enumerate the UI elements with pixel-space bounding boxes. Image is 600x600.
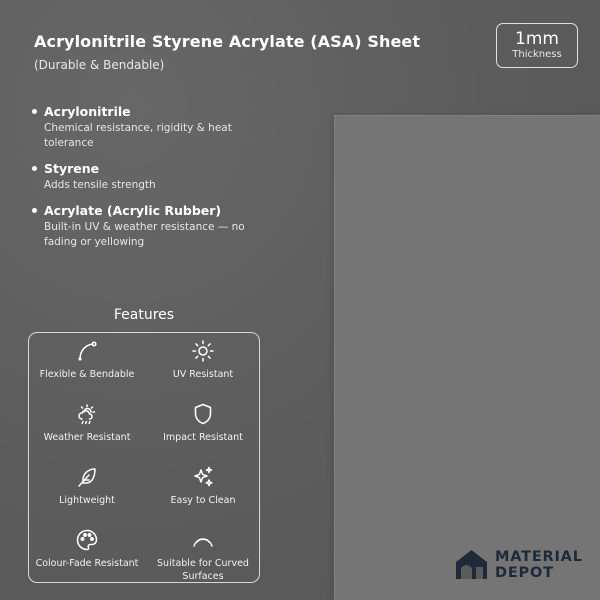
- thickness-badge: [496, 23, 578, 68]
- sparkles-icon: [191, 465, 215, 489]
- feature-flexible: [29, 339, 145, 381]
- feature-label: Impact Resistant: [163, 432, 243, 443]
- component-item: [30, 203, 260, 250]
- shield-icon: [191, 402, 215, 426]
- sun-cloud-rain-icon: [75, 402, 99, 426]
- component-name: Styrene: [44, 161, 100, 176]
- curved-surface-icon: [191, 528, 215, 552]
- thickness-label: Thickness: [512, 49, 562, 60]
- component-item: [30, 104, 260, 151]
- brand-name-line2: DEPOT: [495, 565, 554, 581]
- component-description: Chemical resistance, rigidity & heat tolerance: [44, 122, 232, 149]
- feature-curved-surfaces: [145, 528, 261, 583]
- feature-label: Suitable for Curved Surfaces: [157, 558, 249, 582]
- feature-label: Flexible & Bendable: [39, 369, 135, 380]
- bullet-icon: [32, 166, 37, 171]
- palette-icon: [75, 528, 99, 552]
- thickness-value: 1mm: [515, 29, 559, 49]
- sun-icon: [191, 339, 215, 363]
- feature-label: UV Resistant: [172, 369, 234, 380]
- feature-colour-fade: [29, 528, 145, 570]
- product-title: Acrylonitrile Styrene Acrylate (ASA) Sheet: [34, 32, 421, 51]
- feature-label: Weather Resistant: [43, 432, 131, 443]
- feature-label: Colour-Fade Resistant: [35, 558, 139, 569]
- features-panel: [28, 332, 260, 583]
- feature-label: Easy to Clean: [170, 495, 236, 506]
- feature-impact: [145, 402, 261, 444]
- bullet-icon: [32, 109, 37, 114]
- component-item: [30, 161, 260, 193]
- component-description: Built-in UV & weather resistance — no fading or yellowing: [44, 221, 245, 248]
- brand-name-line1: MATERIAL: [495, 549, 583, 565]
- features-heading: Features: [113, 307, 175, 323]
- brand-logo: [455, 547, 595, 587]
- feature-easy-clean: [145, 465, 261, 507]
- feather-icon: [75, 465, 99, 489]
- component-list: [30, 104, 260, 260]
- asa-sheet-sample: [334, 115, 600, 600]
- feature-lightweight: [29, 465, 145, 507]
- product-subtitle: (Durable & Bendable): [34, 58, 165, 72]
- curve-icon: [75, 339, 99, 363]
- component-description: Adds tensile strength: [44, 179, 156, 191]
- feature-weather: [29, 402, 145, 444]
- feature-uv: [145, 339, 261, 381]
- bullet-icon: [32, 208, 37, 213]
- feature-label: Lightweight: [59, 495, 115, 506]
- house-logo-icon: [455, 548, 488, 580]
- component-name: Acrylate (Acrylic Rubber): [44, 203, 222, 218]
- component-name: Acrylonitrile: [44, 104, 131, 119]
